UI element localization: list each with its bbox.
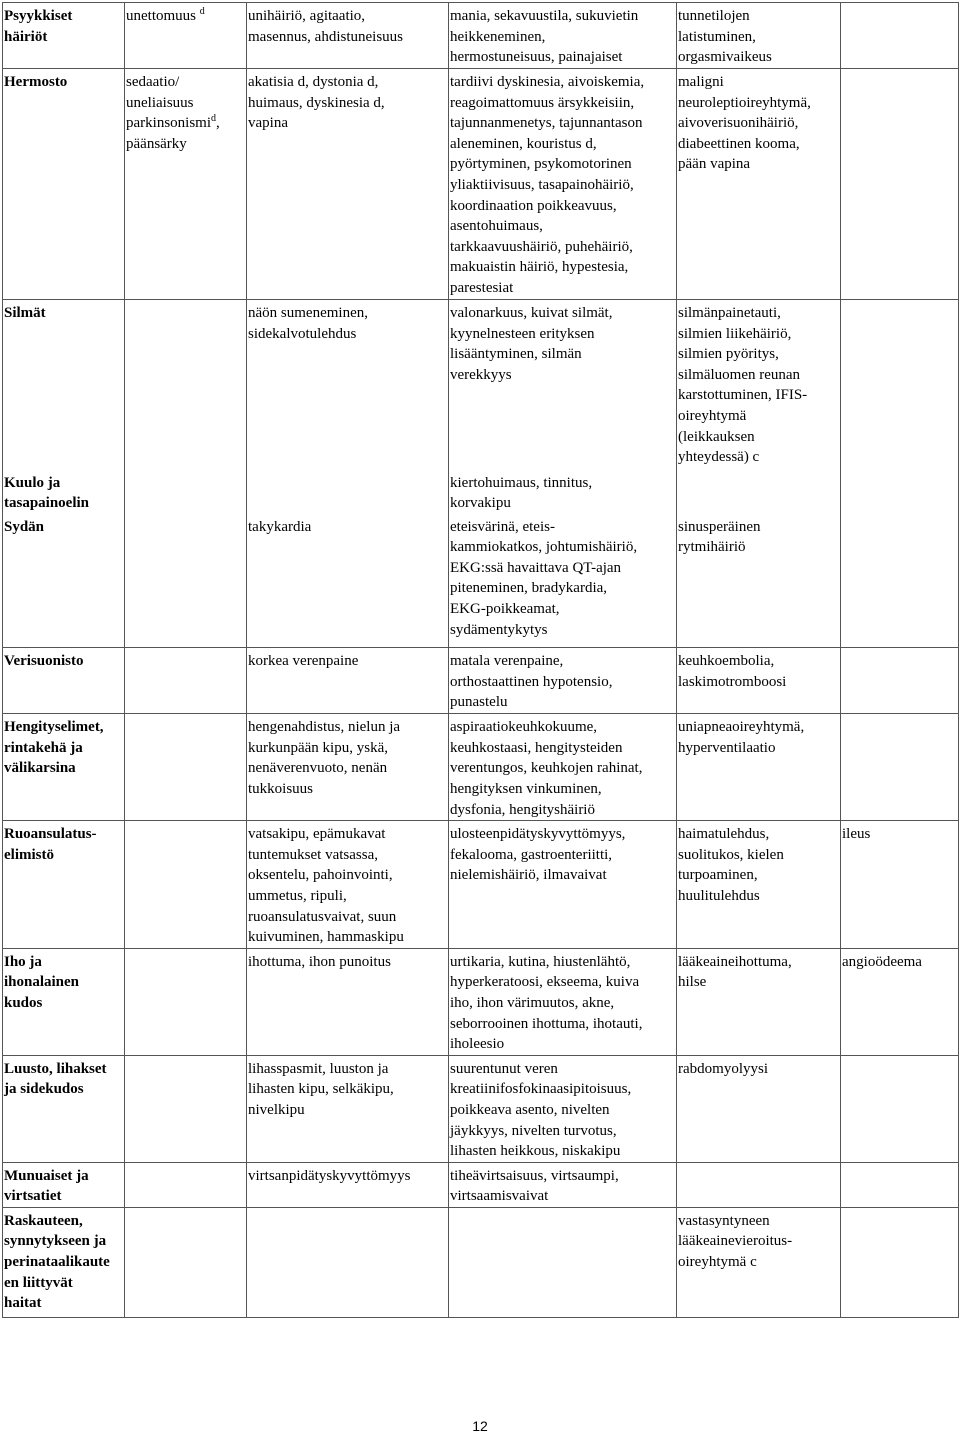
uncommon-cell: kiertohuimaus, tinnitus, korvakipu (449, 470, 677, 514)
very-common-cell (125, 821, 247, 949)
table-row (3, 470, 959, 514)
uncommon-cell: urtikaria, kutina, hiustenlähtö, hyperkeratoosi, ekseema, kuiva iho, ihon värimuutos, akne, seborrooinen ihottuma, ihotauti, iholeesio (449, 948, 677, 1055)
table-row (3, 1055, 959, 1162)
organ-class-cell: Raskauteen, synnytykseen ja perinataalikaute en liittyvät haitat (3, 1207, 125, 1317)
organ-class-cell: Iho ja ihonalainen kudos (3, 948, 125, 1055)
very-common-cell (125, 1055, 247, 1162)
very-rare-cell (841, 300, 959, 470)
adverse-effects-table (2, 2, 959, 1318)
common-cell: akatisia d, dystonia d, huimaus, dyskinesia d, vapina (247, 69, 449, 300)
common-cell: lihasspasmit, luuston ja lihasten kipu, selkäkipu, nivelkipu (247, 1055, 449, 1162)
uncommon-cell: valonarkuus, kuivat silmät, kyynelnesteen erityksen lisääntyminen, silmän verekkyys (449, 300, 677, 470)
very-common-cell (125, 1162, 247, 1207)
rare-cell (677, 1162, 841, 1207)
very-common-cell (125, 470, 247, 514)
very-rare-cell (841, 648, 959, 714)
rare-cell (677, 470, 841, 514)
organ-class-cell: Hermosto (3, 69, 125, 300)
rare-cell: keuhkoembolia, laskimotromboosi (677, 648, 841, 714)
common-cell: hengenahdistus, nielun ja kurkunpään kipu, yskä, nenäverenvuoto, nenän tukkoisuus (247, 714, 449, 821)
common-cell: vatsakipu, epämukavat tuntemukset vatsassa, oksentelu, pahoinvointi, ummetus, ripuli, ruoansulatusvaivat, suun kuivuminen, hammaskipu (247, 821, 449, 949)
uncommon-cell: eteisvärinä, eteis- kammiokatkos, johtumishäiriö, EKG:ssä havaittava QT-ajan piteneminen, bradykardia, EKG-poikkeamat, sydämentykytys (449, 514, 677, 648)
very-common-cell: unettomuus $^d$ (125, 3, 247, 69)
uncommon-cell: mania, sekavuustila, sukuvietin heikkeneminen, hermostuneisuus, painajaiset (449, 3, 677, 69)
common-cell: unihäiriö, agitaatio, masennus, ahdistuneisuus (247, 3, 449, 69)
rare-cell: maligni neuroleptioireyhtymä, aivoverisuonihäiriö, diabeettinen kooma, pään vapina (677, 69, 841, 300)
common-cell: ihottuma, ihon punoitus (247, 948, 449, 1055)
table-row (3, 1207, 959, 1317)
rare-cell: rabdomyolyysi (677, 1055, 841, 1162)
uncommon-cell: suurentunut veren kreatiinifosfokinaasipitoisuus, poikkeava asento, nivelten jäykkyys, nivelten turvotus, lihasten heikkous, niskakipu (449, 1055, 677, 1162)
common-cell: takykardia (247, 514, 449, 648)
common-cell (247, 470, 449, 514)
uncommon-cell: ulosteenpidätyskyvyttömyys, fekalooma, gastroenteriitti, nielemishäiriö, ilmavaivat (449, 821, 677, 949)
organ-class-cell: Sydän (3, 514, 125, 648)
table-row (3, 1162, 959, 1207)
table-row (3, 948, 959, 1055)
table-row (3, 821, 959, 949)
table-row (3, 514, 959, 648)
rare-cell: tunnetilojen latistuminen, orgasmivaikeus (677, 3, 841, 69)
very-common-cell (125, 514, 247, 648)
table-row (3, 69, 959, 300)
page-number: 12 (472, 1418, 488, 1434)
very-rare-cell (841, 514, 959, 648)
common-cell: näön sumeneminen, sidekalvotulehdus (247, 300, 449, 470)
very-rare-cell (841, 1162, 959, 1207)
uncommon-cell: matala verenpaine, orthostaattinen hypotensio, punastelu (449, 648, 677, 714)
rare-cell: silmänpainetauti, silmien liikehäiriö, silmien pyöritys, silmäluomen reunan karstottuminen, IFIS- oireyhtymä (leikkauksen yhteydessä) c (677, 300, 841, 470)
common-cell: virtsanpidätyskyvyttömyys (247, 1162, 449, 1207)
table-row (3, 300, 959, 470)
rare-cell: lääkeaineihottuma, hilse (677, 948, 841, 1055)
organ-class-cell: Hengityselimet, rintakehä ja välikarsina (3, 714, 125, 821)
common-cell: korkea verenpaine (247, 648, 449, 714)
very-rare-cell (841, 470, 959, 514)
organ-class-cell: Verisuonisto (3, 648, 125, 714)
table-row (3, 648, 959, 714)
uncommon-cell: tiheävirtsaisuus, virtsaumpi, virtsaamisvaivat (449, 1162, 677, 1207)
very-rare-cell (841, 714, 959, 821)
organ-class-cell: Ruoansulatus- elimistö (3, 821, 125, 949)
very-common-cell (125, 648, 247, 714)
organ-class-cell: Silmät (3, 300, 125, 470)
very-common-cell (125, 1207, 247, 1317)
very-common-cell (125, 714, 247, 821)
table-row (3, 714, 959, 821)
very-rare-cell (841, 1207, 959, 1317)
organ-class-cell: Psyykkiset häiriöt (3, 3, 125, 69)
organ-class-cell: Kuulo ja tasapainoelin (3, 470, 125, 514)
very-rare-cell (841, 69, 959, 300)
very-common-cell (125, 948, 247, 1055)
rare-cell: vastasyntyneen lääkeainevieroitus- oireyhtymä c (677, 1207, 841, 1317)
rare-cell: haimatulehdus, suolitukos, kielen turpoaminen, huulitulehdus (677, 821, 841, 949)
very-rare-cell: angioödeema (841, 948, 959, 1055)
organ-class-cell: Luusto, lihakset ja sidekudos (3, 1055, 125, 1162)
organ-class-cell: Munuaiset ja virtsatiet (3, 1162, 125, 1207)
uncommon-cell: tardiivi dyskinesia, aivoiskemia, reagoimattomuus ärsykkeisiin, tajunnanmenetys, tajunnantason aleneminen, kouristus d, pyörtyminen, psykomotorinen yliaktiivisuus, tasapainohäiriö, koordinaation poikkeavuus, asentohuimaus, tarkkaavuushäiriö, puhehäiriö, makuaistin häiriö, hypestesia, parestesiat (449, 69, 677, 300)
very-rare-cell: ileus (841, 821, 959, 949)
common-cell (247, 1207, 449, 1317)
table-row (3, 3, 959, 69)
very-rare-cell (841, 1055, 959, 1162)
very-rare-cell (841, 3, 959, 69)
rare-cell: uniapneaoireyhtymä, hyperventilaatio (677, 714, 841, 821)
very-common-cell: sedaatio/ uneliaisuus parkinsonismi$^d$, päänsärky (125, 69, 247, 300)
uncommon-cell: aspiraatiokeuhkokuume, keuhkostaasi, hengitysteiden verentungos, keuhkojen rahinat, hengityksen vinkuminen, dysfonia, hengityshäiriö (449, 714, 677, 821)
uncommon-cell (449, 1207, 677, 1317)
rare-cell: sinusperäinen rytmihäiriö (677, 514, 841, 648)
very-common-cell (125, 300, 247, 470)
